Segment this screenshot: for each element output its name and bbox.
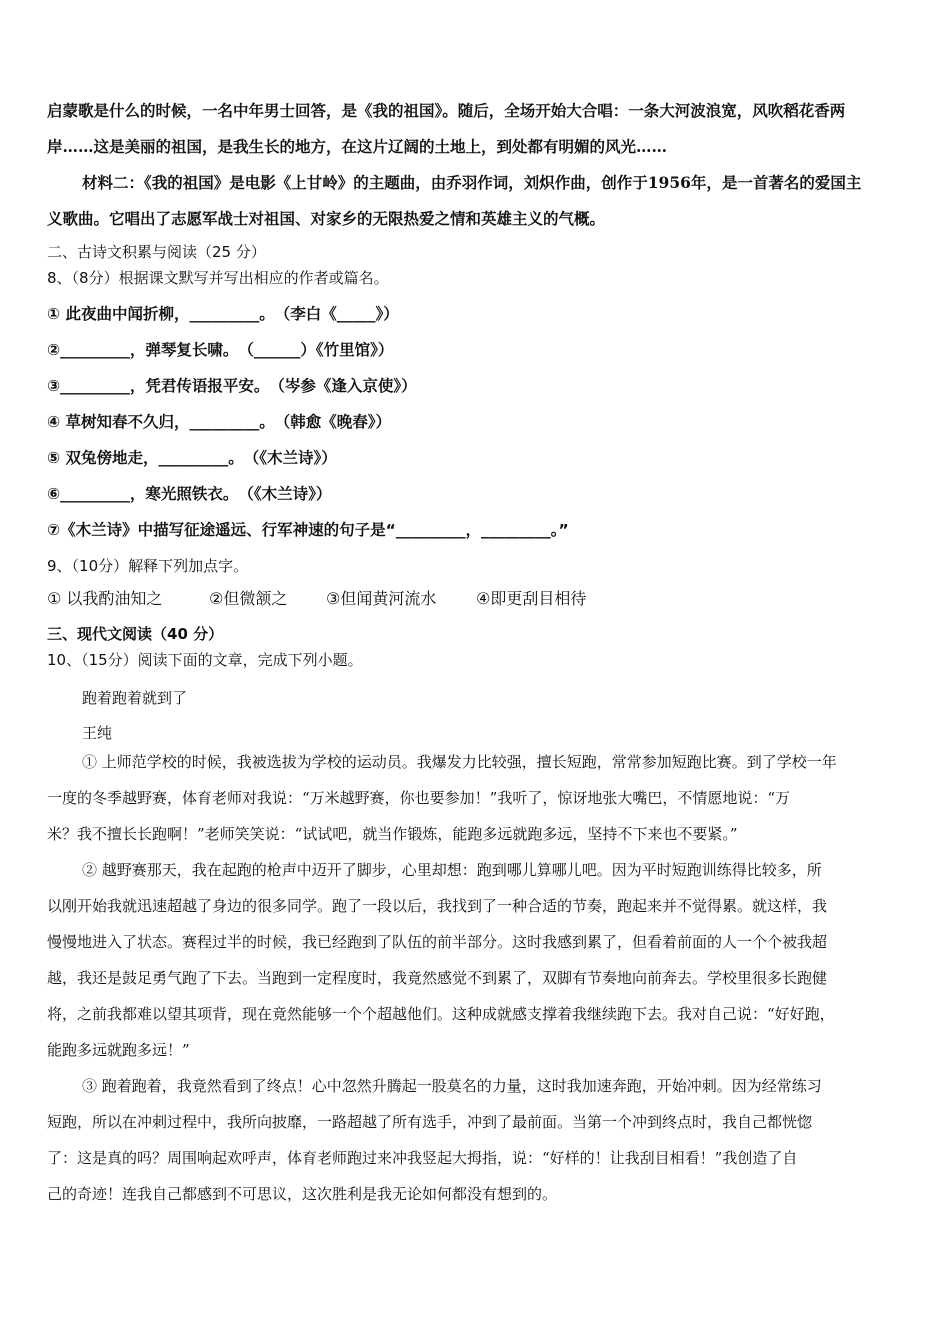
q8-item-7: ⑦《木兰诗》中描写征途遥远、行军神速的句子是“_________，_________。” bbox=[47, 521, 569, 539]
paragraph-2-line-2: 以刚开始我就迅速超越了身边的很多同学。跑了一段以后，我找到了一种合适的节奏，跑起来并不觉得累。就这样，我 bbox=[47, 897, 828, 915]
material-one-line-1: 启蒙歌是什么的时候，一名中年男士回答，是《我的祖国》。随后，全场开始大合唱：一条大河波浪宽，风吹稻花香两 bbox=[47, 101, 846, 120]
paragraph-2-line-3: 慢慢地进入了状态。赛程过半的时候，我已经跑到了队伍的前半部分。这时我感到累了，但看着前面的人一个个被我超 bbox=[47, 933, 828, 951]
question-9-title: 9、（10分）解释下列加点字。 bbox=[47, 557, 249, 575]
paragraph-1-line-1: ① 上师范学校的时候，我被选拔为学校的运动员。我爆发力比较强，擅长短跑，常常参加短跑比赛。到了学校一年 bbox=[82, 753, 837, 771]
q8-item-6: ⑥_________，寒光照铁衣。 （《木兰诗》） bbox=[47, 485, 332, 503]
paragraph-3-line-3: 了：这是真的吗？周围响起欢呼声，体育老师跑过来冲我竖起大拇指，说：“好样的！让我刮目相看！”我创造了自 bbox=[47, 1149, 798, 1167]
q9-item-4: ④即更刮目相待 bbox=[476, 589, 587, 608]
material-two-line-1: 材料二：《我的祖国》是电影《上甘岭》的主题曲，由乔羽作词，刘炽作曲，创作于1956年，是一首著名的爱国主 bbox=[82, 173, 862, 192]
q8-item-4: ④ 草树知春不久归，_________。 （韩愈《晚春》） bbox=[47, 413, 392, 431]
paragraph-1-line-3: 米？我不擅长长跑啊！”老师笑笑说：“试试吧，就当作锻炼，能跑多远就跑多远，坚持不下来也不要紧。” bbox=[47, 825, 738, 843]
section-two-title: 二、古诗文积累与阅读（25 分） bbox=[47, 243, 266, 261]
paragraph-2-line-6: 能跑多远就跑多远！” bbox=[47, 1041, 190, 1059]
article-title: 跑着跑着就到了 bbox=[82, 689, 188, 707]
paragraph-3-line-4: 己的奇迹！连我自己都感到不可思议，这次胜利是我无论如何都没有想到的。 bbox=[47, 1185, 558, 1203]
material-one-line-2: 岸……这是美丽的祖国，是我生长的地方，在这片辽阔的土地上，到处都有明媚的风光…… bbox=[47, 137, 668, 156]
question-8-title: 8、（8分）根据课文默写并写出相应的作者或篇名。 bbox=[47, 269, 389, 287]
q8-item-1: ① 此夜曲中闻折柳，_________。 （李白《_____》） bbox=[47, 305, 399, 323]
question-10-title: 10、（15分）阅读下面的文章，完成下列小题。 bbox=[47, 651, 363, 669]
paragraph-1-line-2: 一度的冬季越野赛，体育老师对我说：“万米越野赛，你也要参加！”我听了，惊讶地张大嘴巴，不情愿地说：“万 bbox=[47, 789, 791, 807]
material-two-line-2: 义歌曲。它唱出了志愿军战士对祖国、对家乡的无限热爱之情和英雄主义的气概。 bbox=[47, 209, 606, 228]
paragraph-2-line-5: 将，之前我都难以望其项背，现在竟然能够一个个超越他们。这种成就感支撑着我继续跑下去。我对自己说：“好好跑， bbox=[47, 1005, 835, 1023]
q8-item-3: ③_________，凭君传语报平安。 （岑参《逢入京使》） bbox=[47, 377, 417, 395]
paragraph-3-line-1: ③ 跑着跑着，我竟然看到了终点！心中忽然升腾起一股莫名的力量，这时我加速奔跑，开始冲刺。因为经常练习 bbox=[82, 1077, 822, 1095]
paragraph-3-line-2: 短跑，所以在冲刺过程中，我所向披靡，一路超越了所有选手，冲到了最前面。当第一个冲到终点时，我自己都恍惚 bbox=[47, 1113, 813, 1131]
q8-item-5: ⑤ 双兔傍地走，_________。 （《木兰诗》） bbox=[47, 449, 337, 467]
section-three-title: 三、现代文阅读（40 分） bbox=[47, 625, 224, 643]
article-author: 王纯 bbox=[82, 724, 113, 742]
paragraph-2-line-1: ② 越野赛那天，我在起跑的枪声中迈开了脚步，心里却想：跑到哪儿算哪儿吧。因为平时短跑训练得比较多，所 bbox=[82, 861, 822, 879]
q9-item-1: ① 以我酌油知之 bbox=[47, 589, 163, 608]
q8-item-2: ②_________，弹琴复长啸。 （______）《竹里馆》） bbox=[47, 341, 394, 359]
q9-item-2: ②但微颔之 bbox=[209, 589, 288, 608]
q9-item-3: ③但闻黄河流水 bbox=[326, 589, 437, 608]
paragraph-2-line-4: 越，我还是鼓足勇气跑了下去。当跑到一定程度时，我竟然感觉不到累了，双脚有节奏地向前奔去。学校里很多长跑健 bbox=[47, 969, 828, 987]
